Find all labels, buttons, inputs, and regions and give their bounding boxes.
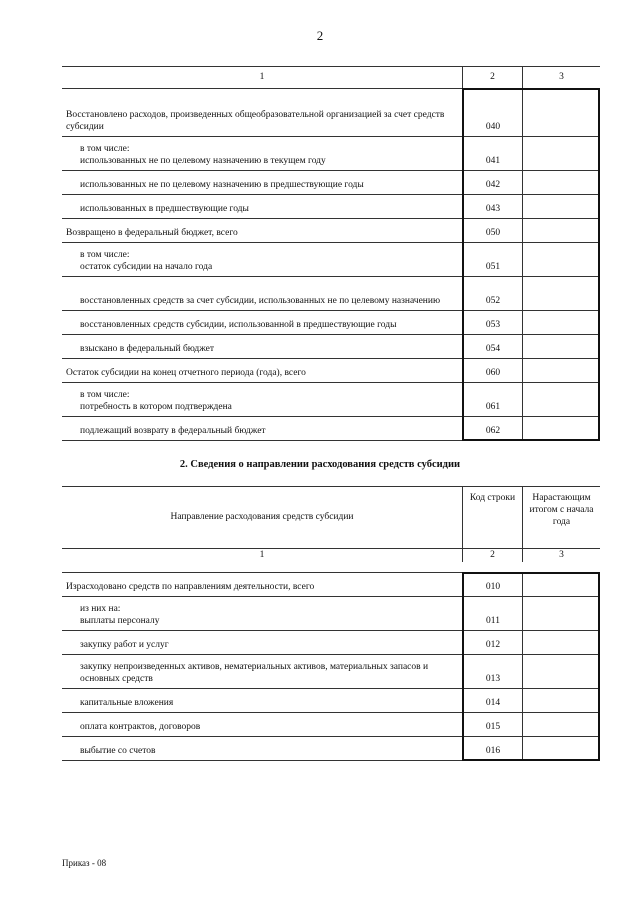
table-2-row-label: выбытие со счетов bbox=[80, 746, 156, 756]
table-1-row-code: 041 bbox=[462, 136, 522, 170]
table-1-row-label: Восстановлено расходов, произведенных общеобразовательной организацией за счет средств субсидии bbox=[66, 110, 445, 132]
table-1-col-2-number: 2 bbox=[462, 66, 522, 88]
table-1-row-code: 054 bbox=[462, 334, 522, 358]
table-2-row-code: 011 bbox=[462, 596, 522, 630]
page-number: 2 bbox=[316, 28, 324, 43]
order-footer: Приказ - 08 bbox=[62, 858, 107, 868]
table-1-row bbox=[62, 382, 600, 416]
table-1-row bbox=[62, 194, 600, 218]
table-1 bbox=[62, 66, 600, 440]
table-2-row-label: Израсходовано средств по направлениям деятельности, всего bbox=[66, 582, 315, 592]
table-2-col-numbers bbox=[62, 548, 600, 562]
table-2-row-code: 013 bbox=[462, 654, 522, 688]
section-2-title: 2. Сведения о направлении расходования средств субсидии bbox=[179, 459, 461, 470]
table-1-row bbox=[62, 242, 600, 276]
table-1-row-value-input[interactable] bbox=[522, 358, 600, 382]
table-1-row-label: использованных не по целевому назначению в предшествующие годы bbox=[80, 180, 364, 190]
table-1-row-label: Возвращено в федеральный бюджет, всего bbox=[66, 228, 238, 238]
table-1-row-code: 053 bbox=[462, 310, 522, 334]
table-1-row-label: взыскано в федеральный бюджет bbox=[80, 344, 215, 354]
table-1-row-label: подлежащий возврату в федеральный бюджет bbox=[80, 426, 266, 436]
table-1-row-value-input[interactable] bbox=[522, 416, 600, 440]
table-2-row-label: оплата контрактов, договоров bbox=[80, 722, 201, 732]
table-1-row-value-input[interactable] bbox=[522, 242, 600, 276]
table-1-row-code: 060 bbox=[462, 358, 522, 382]
table-2-col-1-number: 1 bbox=[259, 550, 265, 560]
table-1-row bbox=[62, 310, 600, 334]
table-1-header bbox=[62, 66, 600, 88]
table-1-row-label: восстановленных средств за счет субсидии, использованных не по целевому назначению bbox=[80, 296, 441, 306]
table-2-row-label: капитальные вложения bbox=[80, 698, 174, 708]
table-2-row-code: 014 bbox=[462, 688, 522, 712]
table-1-row-code: 042 bbox=[462, 170, 522, 194]
table-2-row bbox=[62, 688, 600, 712]
table-2-row-code: 015 bbox=[462, 712, 522, 736]
table-2-row bbox=[62, 596, 600, 630]
table-2-row-code: 012 bbox=[462, 630, 522, 654]
table-1-row-label: использованных в предшествующие годы bbox=[80, 204, 249, 214]
table-2-row-label: закупку непроизведенных активов, нематериальных активов, материальных запасов и основных средств bbox=[80, 662, 429, 684]
table-2-row-value-input[interactable] bbox=[522, 630, 600, 654]
table-1-col-3-number: 3 bbox=[522, 66, 600, 88]
table-1-row-label: в том числе: остаток субсидии на начало года bbox=[80, 250, 213, 272]
table-2-row bbox=[62, 654, 600, 688]
table-1-row-value-input[interactable] bbox=[522, 218, 600, 242]
table-2-row bbox=[62, 736, 600, 760]
table-1-row-value-input[interactable] bbox=[522, 382, 600, 416]
table-2-row-code: 010 bbox=[462, 572, 522, 596]
table-1-row-code: 051 bbox=[462, 242, 522, 276]
table-1-row-label: в том числе: потребность в котором подтверждена bbox=[80, 390, 232, 412]
table-1-row-code: 062 bbox=[462, 416, 522, 440]
table-1-row bbox=[62, 88, 600, 136]
table-2-col-2-number: 2 bbox=[462, 548, 522, 562]
table-1-row-value-input[interactable] bbox=[522, 136, 600, 170]
table-1-row-code: 043 bbox=[462, 194, 522, 218]
table-1-row-value-input[interactable] bbox=[522, 276, 600, 310]
table-1-row bbox=[62, 358, 600, 382]
table-2-cumulative-header: Нарастающим итогом с начала года bbox=[522, 486, 600, 548]
table-1-row bbox=[62, 416, 600, 440]
table-1-row-code: 040 bbox=[462, 88, 522, 136]
table-1-row-value-input[interactable] bbox=[522, 194, 600, 218]
table-2-direction-header: Направление расходования средств субсидии bbox=[170, 512, 354, 522]
table-1-row-code: 061 bbox=[462, 382, 522, 416]
table-1-row-value-input[interactable] bbox=[522, 88, 600, 136]
table-1-row bbox=[62, 170, 600, 194]
table-2-row-label: из них на: выплаты персоналу bbox=[80, 604, 160, 626]
table-1-row-code: 050 bbox=[462, 218, 522, 242]
table-1-row-value-input[interactable] bbox=[522, 170, 600, 194]
table-1-row-label: восстановленных средств субсидии, использованной в предшествующие годы bbox=[80, 320, 397, 330]
table-1-row-code: 052 bbox=[462, 276, 522, 310]
table-1-row-label: Остаток субсидии на конец отчетного периода (года), всего bbox=[66, 368, 306, 378]
table-2-row-value-input[interactable] bbox=[522, 736, 600, 760]
table-2-header bbox=[62, 486, 600, 548]
table-2 bbox=[62, 486, 600, 766]
table-1-row-value-input[interactable] bbox=[522, 310, 600, 334]
table-2-row-value-input[interactable] bbox=[522, 712, 600, 736]
table-2-row-value-input[interactable] bbox=[522, 596, 600, 630]
table-1-row bbox=[62, 136, 600, 170]
table-1-col-1-number: 1 bbox=[259, 72, 265, 82]
table-2-row-value-input[interactable] bbox=[522, 572, 600, 596]
table-2-row-value-input[interactable] bbox=[522, 688, 600, 712]
table-2-row-code: 016 bbox=[462, 736, 522, 760]
table-1-row-value-input[interactable] bbox=[522, 334, 600, 358]
table-2-row bbox=[62, 572, 600, 596]
table-1-row bbox=[62, 276, 600, 310]
table-1-row bbox=[62, 334, 600, 358]
table-1-row-label: в том числе: использованных не по целевому назначению в текущем году bbox=[80, 144, 326, 166]
table-2-col-3-number: 3 bbox=[522, 548, 600, 562]
table-2-code-header: Код строки bbox=[462, 486, 522, 548]
table-2-row-value-input[interactable] bbox=[522, 654, 600, 688]
table-2-row bbox=[62, 630, 600, 654]
table-2-row bbox=[62, 712, 600, 736]
table-2-row-label: закупку работ и услуг bbox=[80, 640, 169, 650]
table-1-row bbox=[62, 218, 600, 242]
